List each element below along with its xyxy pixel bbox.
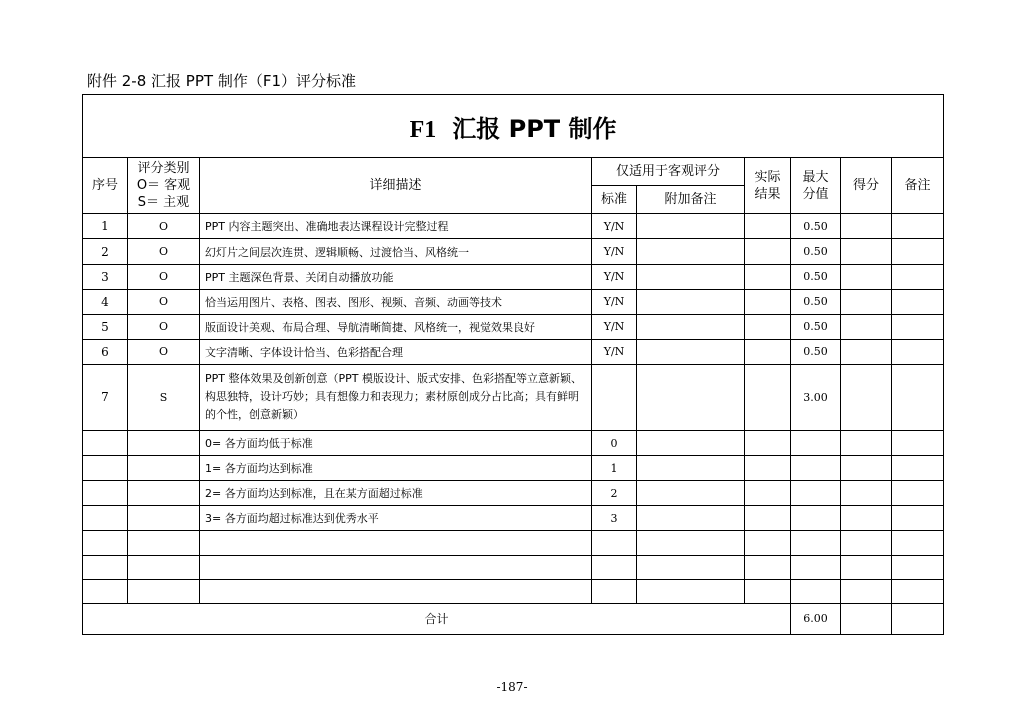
header-max bbox=[791, 158, 841, 214]
total-row bbox=[83, 603, 944, 634]
level-row bbox=[83, 506, 944, 531]
row-score bbox=[841, 456, 892, 481]
row-score bbox=[841, 239, 892, 264]
header-category-line3: S＝ 主观 bbox=[137, 195, 190, 211]
empty-row bbox=[83, 555, 944, 579]
empty-row bbox=[83, 579, 944, 603]
title-text: 汇报 PPT 制作 bbox=[452, 114, 617, 143]
row-remark bbox=[892, 289, 944, 314]
row-extra-note bbox=[637, 456, 745, 481]
row-score bbox=[841, 431, 892, 456]
row-category: S bbox=[128, 364, 200, 430]
page-number: -187- bbox=[496, 680, 528, 694]
row-score bbox=[841, 214, 892, 239]
level-description: 2= 各方面均达到标准，且在某方面超过标准 bbox=[200, 481, 592, 506]
row-remark bbox=[892, 506, 944, 531]
row-seq: 2 bbox=[83, 239, 128, 264]
row-standard: Y/N bbox=[592, 214, 637, 239]
row-description: 版面设计美观、布局合理、导航清晰简捷、风格统一，视觉效果良好 bbox=[200, 314, 592, 339]
row-extra-note bbox=[637, 364, 745, 430]
row-remark bbox=[892, 456, 944, 481]
row-max: 0.50 bbox=[791, 264, 841, 289]
row-category bbox=[128, 506, 200, 531]
row-max bbox=[791, 506, 841, 531]
row-category: O bbox=[128, 239, 200, 264]
row-score bbox=[841, 264, 892, 289]
row-extra-note bbox=[637, 239, 745, 264]
row-score bbox=[841, 506, 892, 531]
row-description: PPT 主题深色背景、关闭自动播放功能 bbox=[200, 264, 592, 289]
row-description: PPT 整体效果及创新创意（PPT 模版设计、版式安排、色彩搭配等立意新颖、构思独特，设计巧妙；具有想像力和表现力；素材原创成分占比高；具有鲜明的个性，创意新颖） bbox=[200, 364, 592, 430]
row-actual bbox=[745, 481, 791, 506]
row-score bbox=[841, 289, 892, 314]
row-category: O bbox=[128, 264, 200, 289]
total-score bbox=[841, 603, 892, 634]
table-row bbox=[83, 239, 944, 264]
row-extra-note bbox=[637, 264, 745, 289]
row-standard: Y/N bbox=[592, 239, 637, 264]
header-actual bbox=[745, 158, 791, 214]
row-remark bbox=[892, 239, 944, 264]
row-standard: Y/N bbox=[592, 289, 637, 314]
row-extra-note bbox=[637, 214, 745, 239]
row-standard bbox=[592, 364, 637, 430]
row-score bbox=[841, 481, 892, 506]
row-seq bbox=[83, 456, 128, 481]
row-actual bbox=[745, 239, 791, 264]
row-extra-note bbox=[637, 339, 745, 364]
total-remark bbox=[892, 603, 944, 634]
header-category-line2: O＝ 客观 bbox=[136, 178, 191, 194]
header-actual-line1: 实际 bbox=[754, 169, 781, 185]
row-extra-note bbox=[637, 431, 745, 456]
row-remark bbox=[892, 481, 944, 506]
row-seq: 3 bbox=[83, 264, 128, 289]
row-seq bbox=[83, 431, 128, 456]
title-code: F1 bbox=[409, 116, 437, 143]
header-category-line1: 评分类别 bbox=[137, 161, 190, 177]
row-score bbox=[841, 364, 892, 430]
level-standard: 3 bbox=[592, 506, 637, 531]
row-seq: 4 bbox=[83, 289, 128, 314]
row-description: 恰当运用图片、表格、图表、图形、视频、音频、动画等技术 bbox=[200, 289, 592, 314]
level-row bbox=[83, 456, 944, 481]
row-description: 幻灯片之间层次连贯、逻辑顺畅、过渡恰当、风格统一 bbox=[200, 239, 592, 264]
row-remark bbox=[892, 339, 944, 364]
row-max bbox=[791, 481, 841, 506]
document-heading: 附件 2-8 汇报 PPT 制作（F1）评分标准 bbox=[87, 72, 356, 90]
level-standard: 1 bbox=[592, 456, 637, 481]
row-category: O bbox=[128, 339, 200, 364]
header-max-line2: 分值 bbox=[802, 186, 829, 202]
row-actual bbox=[745, 289, 791, 314]
header-actual-line2: 结果 bbox=[754, 186, 781, 202]
row-extra-note bbox=[637, 506, 745, 531]
row-max: 0.50 bbox=[791, 289, 841, 314]
row-description: 文字清晰、字体设计恰当、色彩搭配合理 bbox=[200, 339, 592, 364]
table-title bbox=[83, 95, 944, 158]
row-remark bbox=[892, 214, 944, 239]
row-actual bbox=[745, 456, 791, 481]
header-remark: 备注 bbox=[892, 158, 944, 214]
row-actual bbox=[745, 214, 791, 239]
total-max: 6.00 bbox=[791, 603, 841, 634]
row-seq: 7 bbox=[83, 364, 128, 430]
row-max: 0.50 bbox=[791, 339, 841, 364]
level-description: 3= 各方面均超过标准达到优秀水平 bbox=[200, 506, 592, 531]
row-max: 0.50 bbox=[791, 239, 841, 264]
level-description: 1= 各方面均达到标准 bbox=[200, 456, 592, 481]
table-row bbox=[83, 214, 944, 239]
level-row bbox=[83, 431, 944, 456]
header-score: 得分 bbox=[841, 158, 892, 214]
row-actual bbox=[745, 264, 791, 289]
row-extra-note bbox=[637, 481, 745, 506]
scoring-table bbox=[82, 94, 944, 635]
table-row bbox=[83, 314, 944, 339]
row-category bbox=[128, 456, 200, 481]
row-seq bbox=[83, 506, 128, 531]
level-row bbox=[83, 481, 944, 506]
row-max: 0.50 bbox=[791, 314, 841, 339]
row-remark bbox=[892, 431, 944, 456]
row-category: O bbox=[128, 314, 200, 339]
total-label: 合计 bbox=[83, 603, 791, 634]
level-description: 0= 各方面均低于标准 bbox=[200, 431, 592, 456]
table-row bbox=[83, 339, 944, 364]
row-remark bbox=[892, 264, 944, 289]
row-max bbox=[791, 431, 841, 456]
row-score bbox=[841, 314, 892, 339]
header-objective-group: 仅适用于客观评分 bbox=[592, 158, 745, 186]
table-row bbox=[83, 264, 944, 289]
row-remark bbox=[892, 364, 944, 430]
row-standard: Y/N bbox=[592, 314, 637, 339]
row-max bbox=[791, 456, 841, 481]
row-actual bbox=[745, 339, 791, 364]
row-actual bbox=[745, 314, 791, 339]
row-actual bbox=[745, 506, 791, 531]
header-seq: 序号 bbox=[83, 158, 128, 214]
empty-row bbox=[83, 531, 944, 555]
table-row bbox=[83, 289, 944, 314]
level-standard: 2 bbox=[592, 481, 637, 506]
row-category bbox=[128, 431, 200, 456]
table-row-subjective bbox=[83, 364, 944, 430]
row-standard: Y/N bbox=[592, 339, 637, 364]
row-seq: 1 bbox=[83, 214, 128, 239]
row-extra-note bbox=[637, 289, 745, 314]
row-extra-note bbox=[637, 314, 745, 339]
row-seq: 5 bbox=[83, 314, 128, 339]
row-max: 0.50 bbox=[791, 214, 841, 239]
row-description: PPT 内容主题突出、准确地表达课程设计完整过程 bbox=[200, 214, 592, 239]
level-standard: 0 bbox=[592, 431, 637, 456]
row-category: O bbox=[128, 289, 200, 314]
header-standard: 标准 bbox=[592, 186, 637, 214]
row-standard: Y/N bbox=[592, 264, 637, 289]
header-description: 详细描述 bbox=[200, 158, 592, 214]
row-category: O bbox=[128, 214, 200, 239]
row-actual bbox=[745, 364, 791, 430]
header-extra-note: 附加备注 bbox=[637, 186, 745, 214]
row-actual bbox=[745, 431, 791, 456]
row-category bbox=[128, 481, 200, 506]
row-seq: 6 bbox=[83, 339, 128, 364]
header-max-line1: 最大 bbox=[802, 169, 829, 185]
row-score bbox=[841, 339, 892, 364]
row-remark bbox=[892, 314, 944, 339]
row-max: 3.00 bbox=[791, 364, 841, 430]
header-category bbox=[128, 158, 200, 214]
row-seq bbox=[83, 481, 128, 506]
